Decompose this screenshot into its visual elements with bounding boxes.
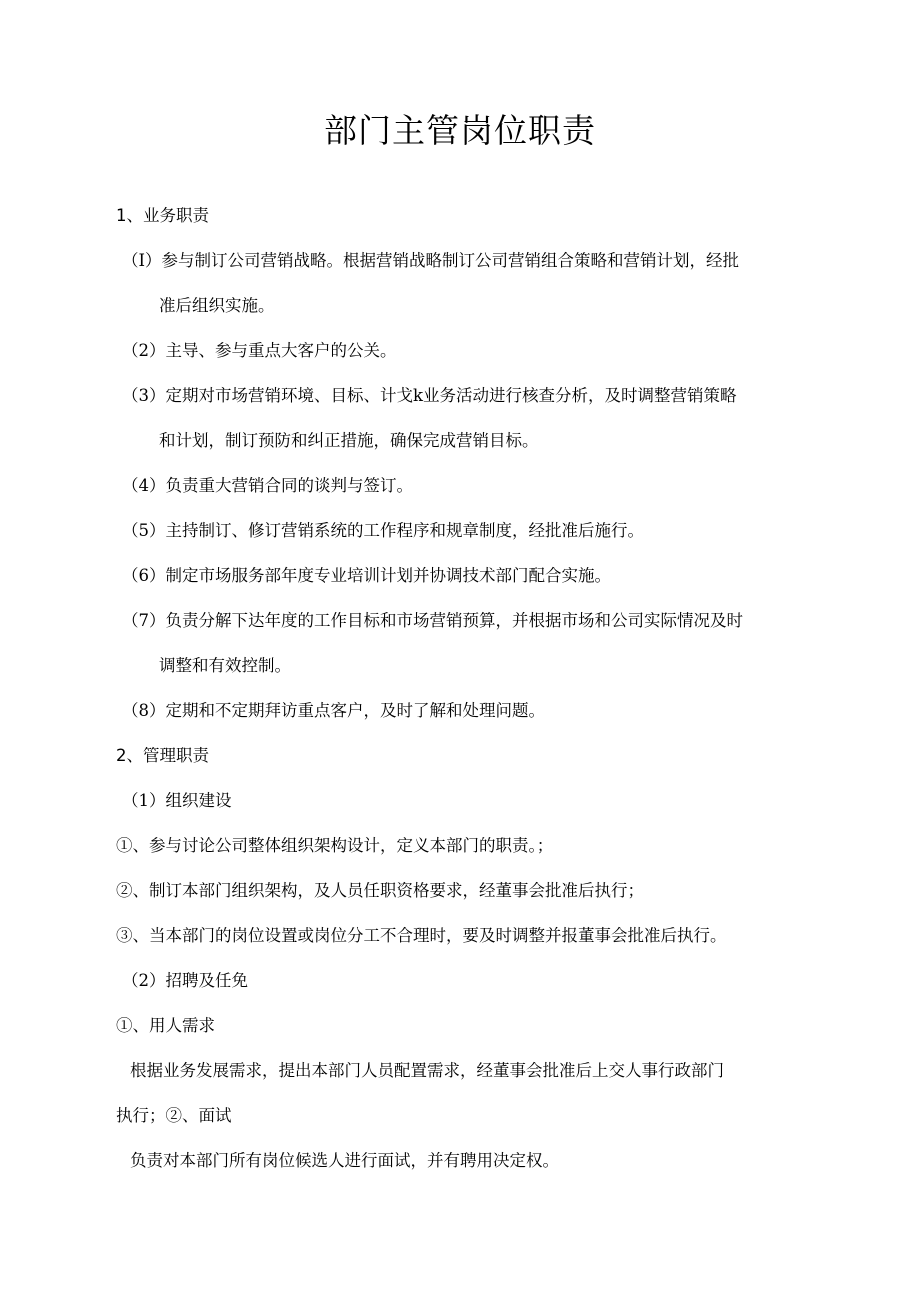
section-heading-business: 1、业务职责 bbox=[116, 206, 209, 225]
paragraph-line: （4）负责重大营销合同的谈判与签订。 bbox=[122, 476, 413, 495]
paragraph-line: ③、当本部门的岗位设置或岗位分工不合理时，要及时调整并报董事会批准后执行。 bbox=[116, 926, 727, 945]
paragraph-line: （1）组织建设 bbox=[122, 791, 232, 810]
paragraph-line: 准后组织实施。 bbox=[159, 296, 275, 315]
document-title: 部门主管岗位职责 bbox=[324, 111, 596, 150]
paragraph-line: ②、制订本部门组织架构，及人员任职资格要求，经董事会批准后执行； bbox=[116, 881, 644, 900]
paragraph-line: ①、参与讨论公司整体组织架构设计，定义本部门的职责。； bbox=[116, 836, 554, 855]
paragraph-line: 执行；②、面试 bbox=[116, 1106, 232, 1125]
paragraph-line: 根据业务发展需求，提出本部门人员配置需求，经董事会批准后上交人事行政部门 bbox=[130, 1061, 724, 1080]
section-heading-management: 2、管理职责 bbox=[116, 746, 209, 765]
paragraph-line: 调整和有效控制。 bbox=[159, 656, 291, 675]
paragraph-line: ①、用人需求 bbox=[116, 1016, 215, 1035]
paragraph-line: （I）参与制订公司营销战略。根据营销战略制订公司营销组合策略和营销计划，经批 bbox=[122, 251, 740, 270]
paragraph-line: （8）定期和不定期拜访重点客户，及时了解和处理问题。 bbox=[122, 701, 545, 720]
paragraph-line: （2）招聘及任免 bbox=[122, 971, 248, 990]
paragraph-line: （3）定期对市场营销环境、目标、计戈k业务活动进行核查分析，及时调整营销策略 bbox=[122, 386, 737, 405]
paragraph-line: （5）主持制订、修订营销系统的工作程序和规章制度，经批准后施行。 bbox=[122, 521, 644, 540]
paragraph-line: （2）主导、参与重点大客户的公关。 bbox=[122, 341, 397, 360]
paragraph-line: （7）负责分解下达年度的工作目标和市场营销预算，并根据市场和公司实际情况及时 bbox=[122, 611, 743, 630]
paragraph-line: （6）制定市场服务部年度专业培训计划并协调技术部门配合实施。 bbox=[122, 566, 611, 585]
paragraph-line: 和计划，制订预防和纠正措施，确保完成营销目标。 bbox=[159, 431, 539, 450]
paragraph-line: 负责对本部门所有岗位候选人进行面试，并有聘用决定权。 bbox=[130, 1151, 559, 1170]
